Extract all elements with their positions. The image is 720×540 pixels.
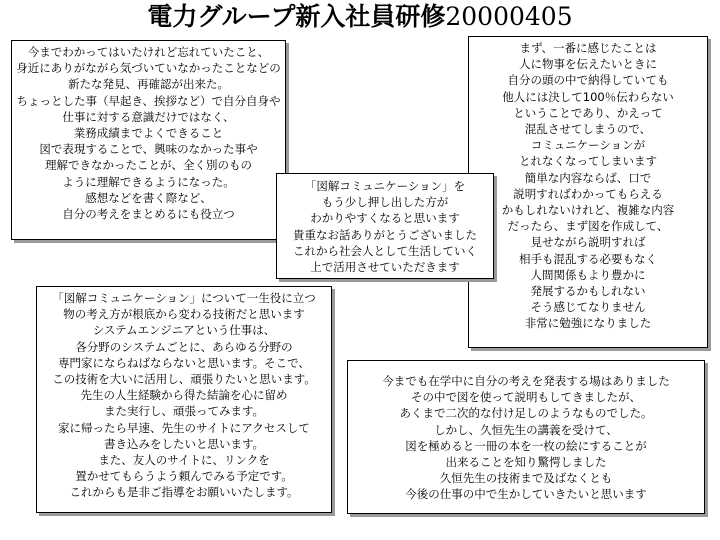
feedback-box-3 [276,173,494,279]
text-line: 仕事に対する意識だけではなく、 [62,109,235,124]
text-line: 久恒先生の技術まで及ばなくとも [439,471,613,486]
page-title [0,2,720,32]
text-line: 「図解コミュニケーション」を [304,179,466,193]
text-line: 混乱させてしまうので、 [524,122,652,137]
text-line: ように理解できるようになった。 [62,174,235,189]
feedback-box-2 [468,36,708,348]
text-line: 今までわかってはいたけれど忘れていたこと、 [27,45,270,59]
text-line: コミュニケーションが [530,138,646,153]
text-line: だったら、まず図を作成して、 [507,219,669,234]
text-line: 自分の考えをまとめるにも役立つ [62,207,235,222]
text-line: 物の考え方が根底から変わる技術だと思います [63,307,305,322]
text-line: 人間関係もより豊かに [530,267,646,282]
feedback-box-4 [36,286,332,513]
text-line: 「図解コミュニケーション」について一生役に立つ [52,291,316,305]
text-line: 自分の頭の中で納得していても [507,73,669,88]
text-line: 図を極めると一冊の本を一枚の絵にすることが [405,438,647,453]
text-line: 非常に勉強になりました [524,316,652,331]
text-line: わかりやすくなると思います [310,211,460,226]
text-line: 感想などを書く際など、 [85,190,212,205]
text-line: 出来ることを知り驚愕しました [445,455,607,470]
text-line: 簡単な内容ならば、口で [524,170,652,185]
title-date: 20000405 [445,2,573,31]
text-line: あくまで二次的な付け足しのようなものでした。 [399,406,653,421]
text-line: しかし、久恒先生の講義を受けて、 [434,422,618,437]
text-line: 人に物事を伝えたいときに [519,57,657,72]
feedback-box-5 [347,360,705,514]
text-line: 専門家にならねばならないと思います。そこで、 [58,355,310,370]
text-line: 見せながら説明すれば [530,235,646,250]
text-line: システムエンジニアという仕事は、 [92,323,276,338]
text-line: 今後の仕事の中で生かしていきたいと思います [405,487,647,502]
text-line: 業務成績までよくできること [73,126,224,141]
text-line: 発展するかもしれない [530,284,646,299]
text-line: 理解できなかったことが、全く別のもの [45,158,252,173]
text-line: もう少し押し出した方が [321,195,449,210]
text-line: 家に帰ったら早速、先生のサイトにアクセスして [58,420,310,435]
text-line: また実行し、頑張ってみます。 [103,404,265,419]
text-line: 新たな発見、再確認が出来た。 [68,77,229,92]
text-line: これからも是非ご指導をお願いいたします。 [69,485,299,500]
text-line: かもしれないけれど、複雑な内容 [501,203,675,218]
text-line: 他人には決して100％伝わらない [502,89,674,104]
text-line: 今までも在学中に自分の考えを発表する場はありました [382,374,670,388]
text-line: まず、一番に感じたことは [519,41,657,55]
title-text: 電力グループ新入社員研修 [147,2,446,31]
text-line: その中で図を使って説明もしてきましたが、 [411,390,641,405]
text-line: この技術を大いに活用し、頑張りたいと思います。 [52,372,316,387]
text-line: 各分野のシステムごとに、あらゆる分野の [75,339,293,354]
text-line: 上で活用させていただきます [310,260,460,275]
text-line: ということであり、かえって [513,105,663,120]
text-line: 貴重なお話ありがとうございました [293,227,477,242]
feedback-box-1 [11,40,286,240]
text-line: 先生の人生経験から得た結論を心に留め [80,388,288,403]
text-line: とれなくなってしまいます [519,154,657,169]
text-line: そう感じてなりません [530,300,646,315]
text-line: 置かせてもらうよう頼んでみる予定です。 [75,469,293,484]
text-line: 図で表現することで、興味のなかった事や [39,142,258,157]
text-line: 身近にありがながら気づいていなかったことなどの [16,61,281,76]
text-line: 説明すればわかってもらえる [513,186,663,201]
text-line: ちょっとした事（早起き、挨拶など）で自分自身や [16,93,281,108]
text-line: 相手も混乱する必要もなく [519,251,657,266]
text-line: また、友人のサイトに、リンクを [98,453,270,468]
text-line: これから社会人として生活していく [293,243,477,258]
text-line: 書き込みをしたいと思います。 [103,436,265,451]
